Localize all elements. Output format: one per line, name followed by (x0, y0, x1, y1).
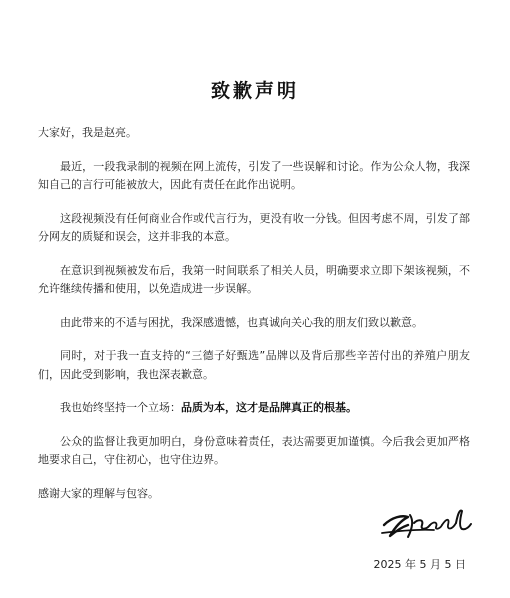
handwritten-signature (378, 503, 474, 541)
document-title: 致歉声明 (210, 80, 299, 102)
paragraph-1: 最近，一段我录制的视频在网上流传，引发了一些误解和讨论。作为公众人物，我深知自己的言行可能被放大，因此有责任在此作出说明。 (38, 159, 470, 191)
document-body (38, 124, 470, 518)
paragraph-4: 由此带来的不适与困扰，我深感遗憾，也真诚向关心我的朋友们致以歉意。 (60, 315, 423, 329)
stance-paragraph (38, 399, 470, 418)
paragraph-2: 这段视频没有任何商业合作或代言行为，更没有收一分钱。但因考虑不周，引发了部分网友的质疑和误会，这并非我的本意。 (38, 211, 470, 243)
paragraph-3: 在意识到视频被发布后，我第一时间联系了相关人员，明确要求立即下架该视频，不允许继续传播和使用，以免造成进一步误解。 (38, 263, 470, 295)
document-date: 2025 年 5 月 5 日 (373, 558, 466, 571)
stance-prefix: 我也始终坚持一个立场： (60, 401, 181, 414)
closing-line: 感谢大家的理解与包容。 (38, 486, 159, 500)
paragraph-5: 同时，对于我一直支持的“三德子好甄选”品牌以及背后那些辛苦付出的养殖户朋友们，因此受到影响，我也深表歉意。 (38, 349, 470, 381)
paragraph-6: 公众的监督让我更加明白，身份意味着责任，表达需要更加谨慎。今后我会更加严格地要求自己，守住初心，也守住边界。 (38, 434, 470, 466)
greeting: 大家好，我是赵亮。 (38, 126, 137, 139)
stance-emphasis: 品质为本，这才是品牌真正的根基。 (181, 401, 357, 414)
